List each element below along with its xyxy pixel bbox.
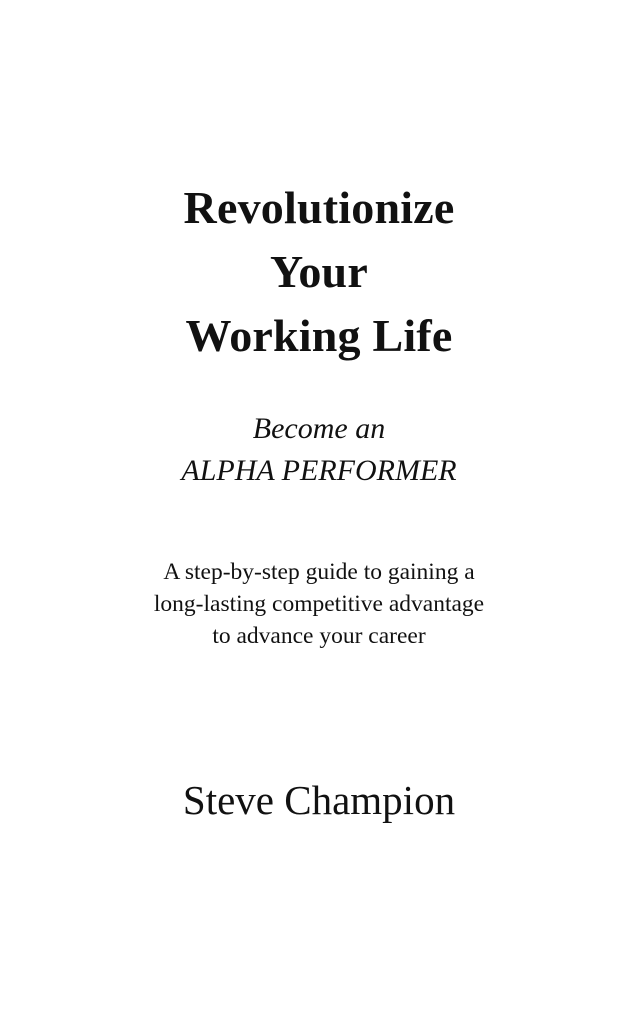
description-line-3: to advance your career xyxy=(212,623,426,649)
title-line-2: Your xyxy=(270,246,368,297)
title-line-1: Revolutionize xyxy=(183,182,455,233)
book-title xyxy=(0,176,638,368)
description-line-1: A step-by-step guide to gaining a xyxy=(163,559,475,585)
author-name: Steve Champion xyxy=(182,777,456,823)
title-line-3: Working Life xyxy=(185,310,453,361)
description-line-2: long-lasting competitive advantage xyxy=(153,591,485,617)
book-subtitle xyxy=(0,408,638,492)
author-section xyxy=(0,772,638,828)
subtitle-line-1: Become an xyxy=(252,412,386,445)
book-description xyxy=(0,556,638,652)
subtitle-line-2: ALPHA PERFORMER xyxy=(181,454,457,487)
